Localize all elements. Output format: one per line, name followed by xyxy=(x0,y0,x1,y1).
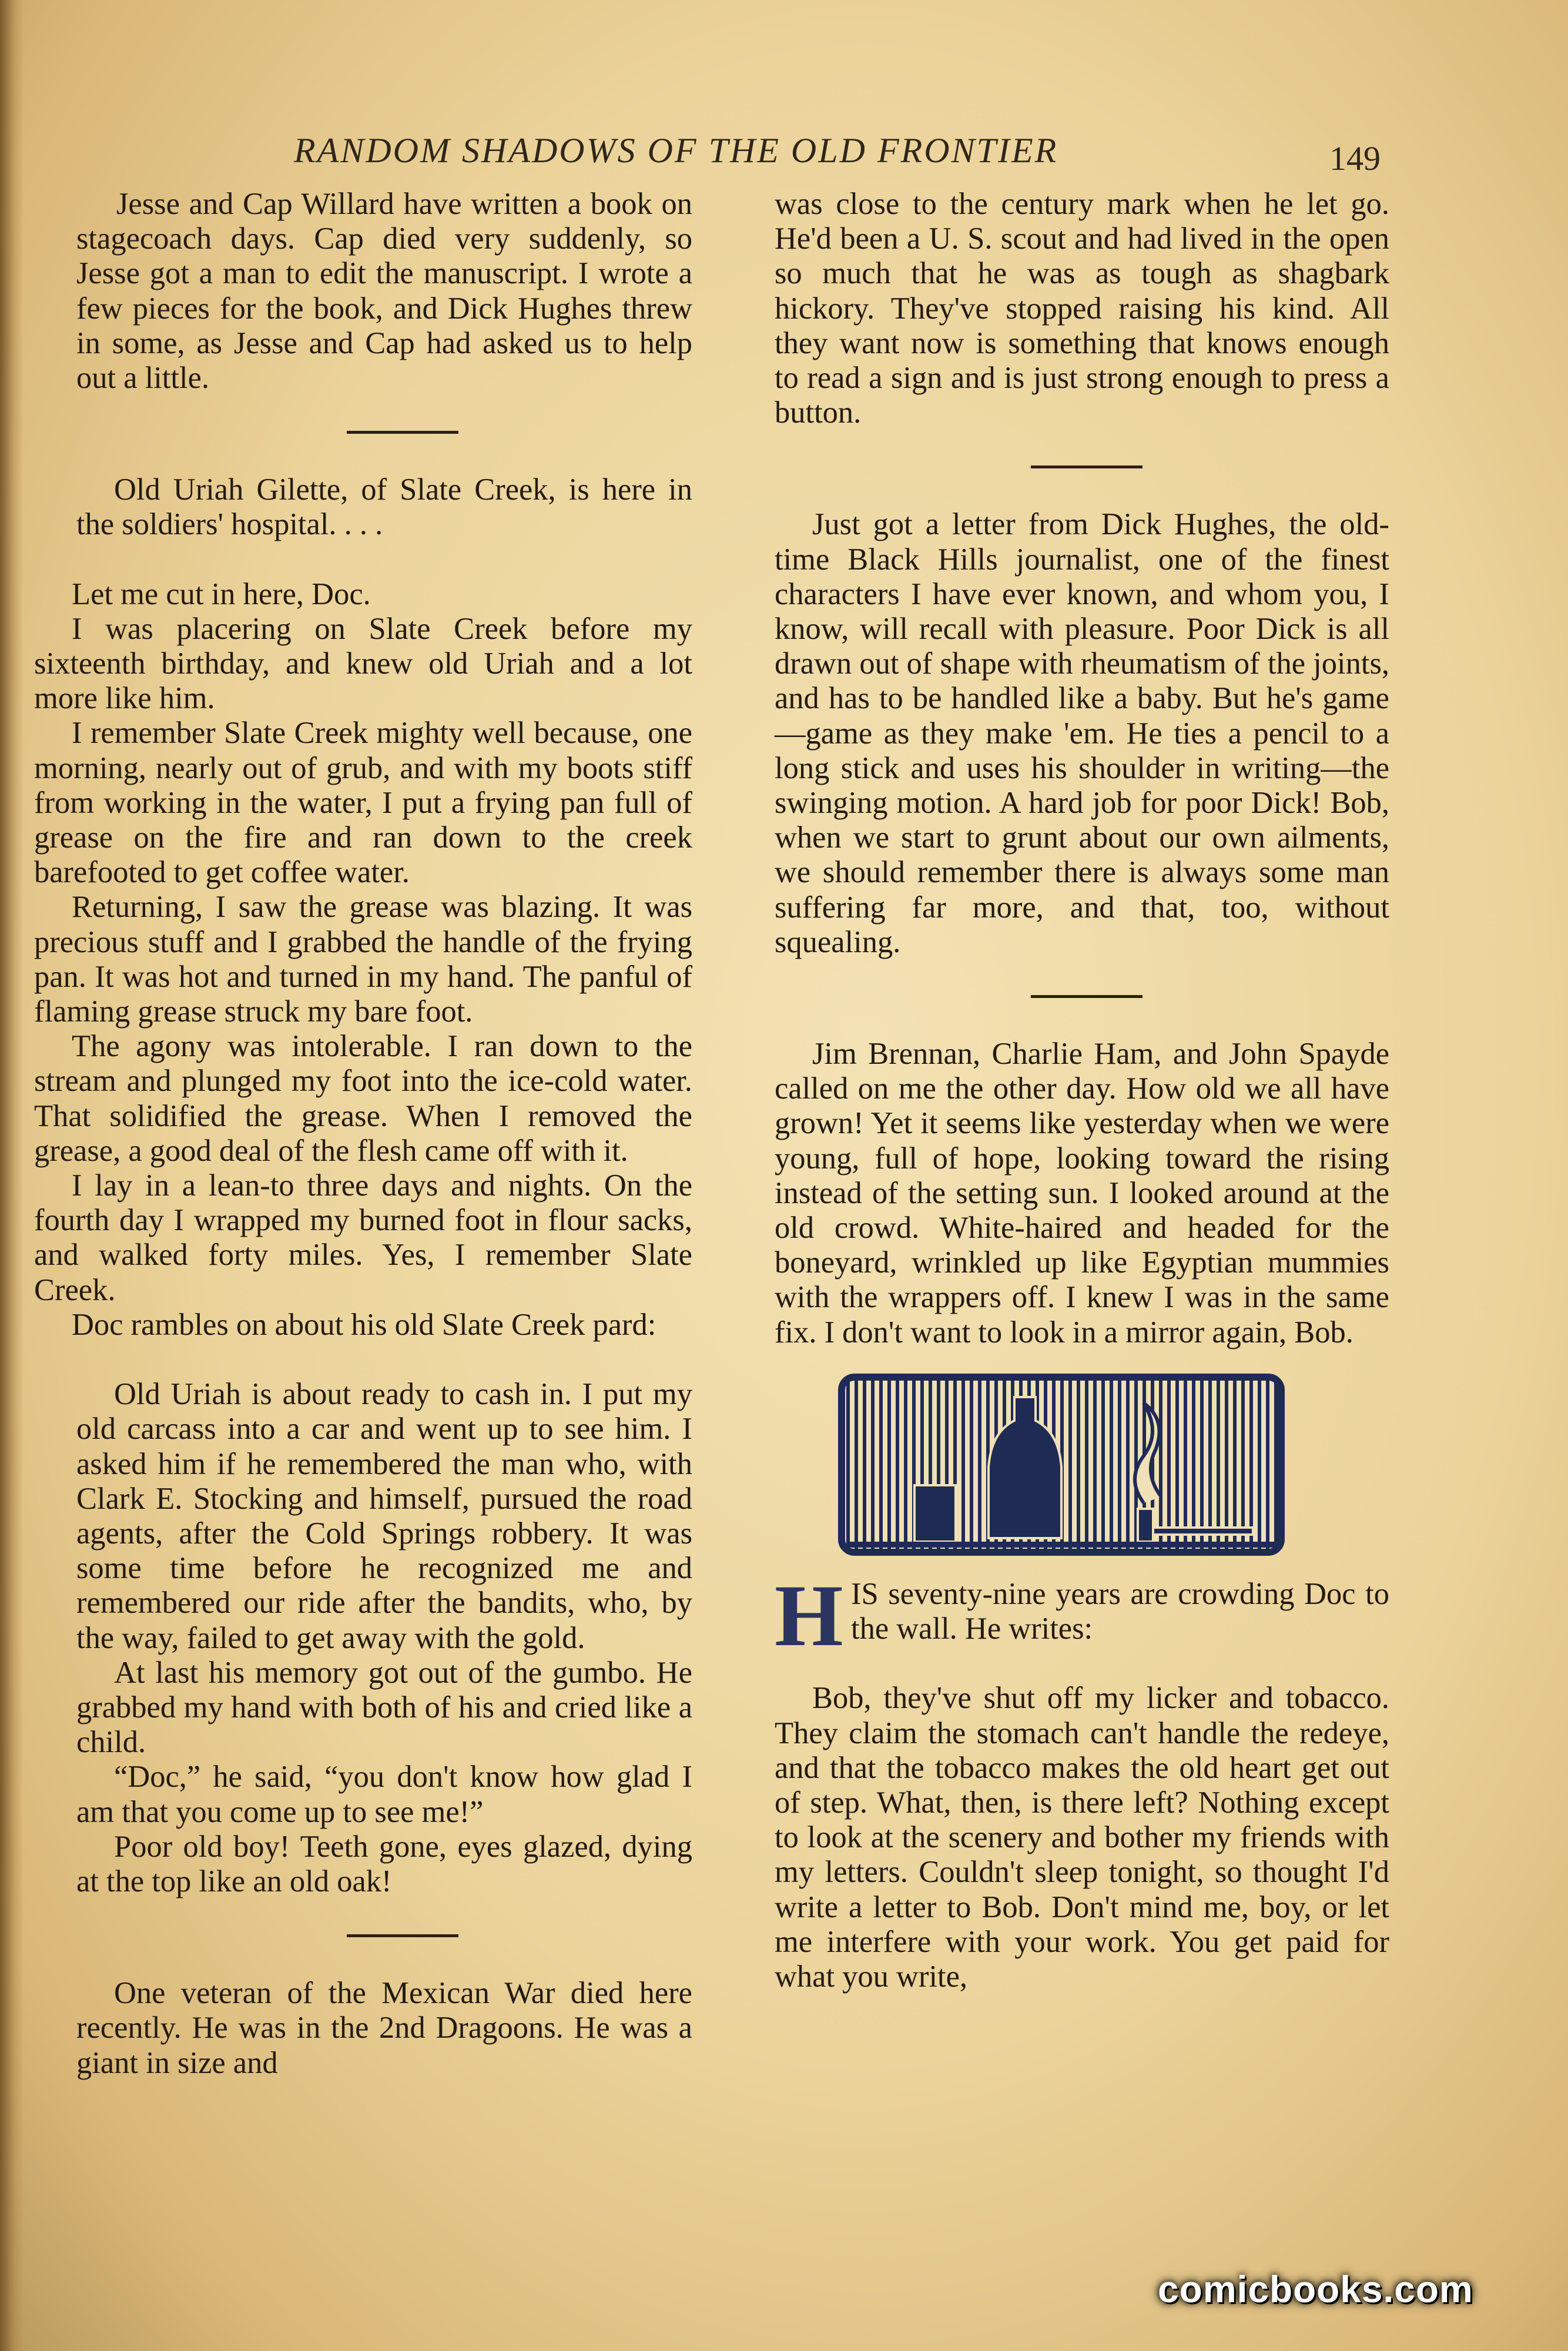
paragraph: Jim Brennan, Charlie Ham, and John Spayde called on me the other day. How old we all have grown! Yet it seems like yesterday when we were young, full of hope, looking toward the rising instead of the setting sun. I looked around at the old crowd. White-haired and headed for the boneyard, wrinkled up like Egyptian mummies with the wrappers off. I knew I was in the same fix. I don't want to look in a mirror again, Bob. xyxy=(775,1037,1389,1349)
paragraph: Old Uriah is about ready to cash in. I put my old carcass into a car and went up to see him. I asked him if he remembered the man who, with Clark E. Stocking and himself, pursued the road agents, after the Cold Springs robbery. It was some time before he recognized me and remembered our ride after the bandits, who, by the way, failed to get away with the gold. xyxy=(76,1377,692,1655)
illustration-base-line xyxy=(847,1542,1275,1548)
watermark: comicbooks.com xyxy=(1158,2268,1473,2310)
section-divider xyxy=(1031,465,1143,468)
paragraph: Doc rambles on about his old Slate Creek pard: xyxy=(72,1307,656,1342)
drop-cap-paragraph xyxy=(775,1566,1389,1665)
section-divider xyxy=(1031,995,1143,998)
running-title: RANDOM SHADOWS OF THE OLD FRONTIER xyxy=(294,131,1058,170)
paragraph: I lay in a lean-to three days and nights. On the fourth day I wrapped my burned foot in flour sacks, and walked forty miles. Yes, I remember Slate Creek. xyxy=(34,1168,692,1307)
paragraph: Let me cut in here, Doc. xyxy=(72,577,371,611)
spacer xyxy=(775,1646,1389,1681)
right-column xyxy=(775,187,1389,1994)
page-number: 149 xyxy=(1329,139,1381,178)
paragraph: The agony was intolerable. I ran down to the stream and plunged my foot into the ice-cold water. That solidified the grease. When I removed the grease, a good deal of the flesh came off with it. xyxy=(34,1029,692,1168)
paragraph: Old Uriah Gilette, of Slate Creek, is here in the soldiers' hospital. . . . xyxy=(76,473,692,542)
paragraph: IS seventy-nine years are crowding Doc to the wall. He writes: xyxy=(851,1576,1389,1646)
left-quote-1 xyxy=(34,187,692,396)
paragraph: was close to the century mark when he let go. He'd been a U. S. scout and had lived in the open so much that he was as tough as shagbark hickory. They've stopped raising his kind. All they want now is something that knows enough to read a sign and is just strong enough to press a button. xyxy=(775,187,1389,430)
paragraph: Returning, I saw the grease was blazing. It was precious stuff and I grabbed the handle of the frying pan. It was hot and turned in my hand. The panful of flaming grease struck my bare foot. xyxy=(34,890,692,1029)
drop-cap: H xyxy=(775,1566,843,1665)
paragraph: At last his memory got out of the gumbo. He grabbed my hand with both of his and cried like a child. xyxy=(76,1655,692,1760)
paragraph: Bob, they've shut off my licker and tobacco. They claim the stomach can't handle the redeye, and that the tobacco makes the old heart get out of step. What, then, is there left? Nothing except to look at the scenery and bother my friends with my letters. Couldn't sleep tonight, so thought I'd write a letter to Bob. Don't mind me, boy, or let me interfere with your work. You get paid for what you write, xyxy=(775,1681,1389,1994)
left-column xyxy=(34,187,692,2081)
bottle-and-pipe-illustration xyxy=(838,1374,1285,1556)
paragraph: “Doc,” he said, “you don't know how glad I am that you come up to see me!” xyxy=(76,1760,692,1829)
left-quote-4 xyxy=(34,1976,692,2081)
left-quote-3 xyxy=(34,1377,692,1899)
section-divider xyxy=(347,1934,458,1937)
spacer xyxy=(34,1342,692,1377)
left-quote-2 xyxy=(34,473,692,542)
paragraph: Just got a letter from Dick Hughes, the old-time Black Hills journalist, one of the finest characters I have ever known, and whom you, I know, will recall with pleasure. Poor Dick is all drawn out of shape with rheumatism of the joints, and has to be handled like a baby. But he's game—game as they make 'em. He ties a pencil to a long stick and uses his shoulder in writing—the swinging motion. A hard job for poor Dick! Bob, when we start to grunt about our own ailments, we should remember there is always some man suffering far more, and that, too, without squealing. xyxy=(775,507,1389,959)
section-divider xyxy=(347,431,458,434)
paragraph: One veteran of the Mexican War died here recently. He was in the 2nd Dragoons. He was a giant in size and xyxy=(76,1976,692,2080)
paragraph: I remember Slate Creek mighty well because, one morning, nearly out of grub, and with my boots stiff from working in the water, I put a frying pan full of grease on the fire and ran down to the creek barefooted to get coffee water. xyxy=(34,716,692,890)
paragraph: Poor old boy! Teeth gone, eyes glazed, dying at the top like an old oak! xyxy=(76,1829,692,1898)
paragraph: I was placering on Slate Creek before my sixteenth birthday, and knew old Uriah and a lot more like him. xyxy=(34,611,692,716)
page-binding-edge xyxy=(0,0,24,2351)
paragraph: Jesse and Cap Willard have written a book on stagecoach days. Cap died very suddenly, so Jesse got a man to edit the manuscript. I wrote a few pieces for the book, and Dick Hughes threw in some, as Jesse and Cap had asked us to help out a little. xyxy=(76,187,692,396)
spacer xyxy=(34,542,692,577)
glass-icon xyxy=(914,1485,956,1542)
